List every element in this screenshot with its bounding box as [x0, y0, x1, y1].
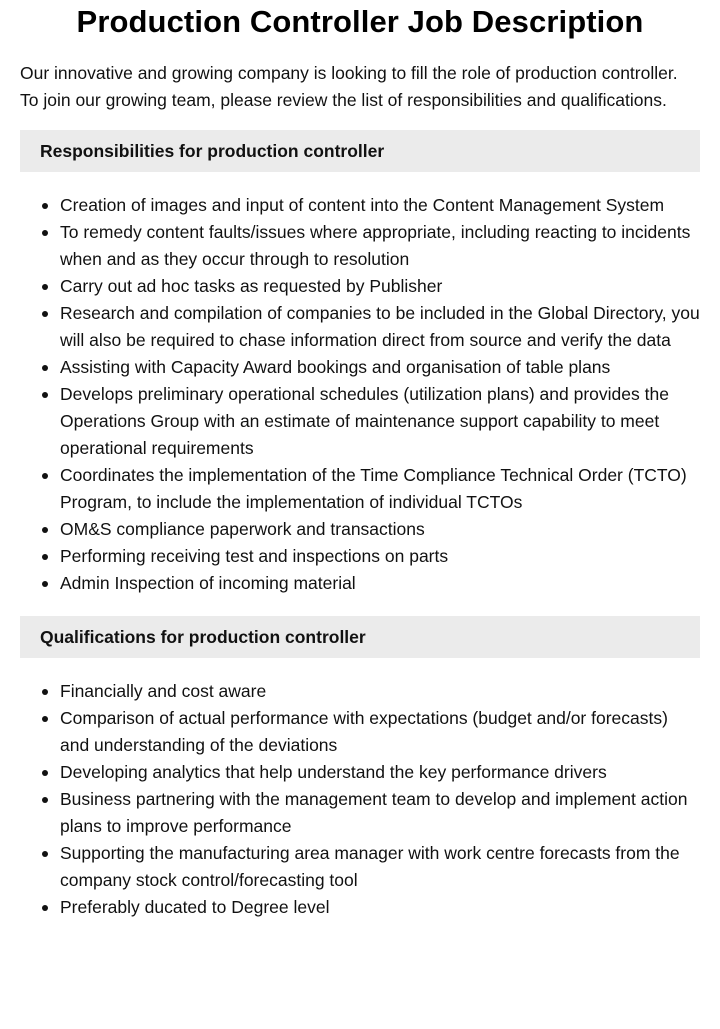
list-item: Creation of images and input of content into the Content Management System [60, 192, 700, 219]
list-item: To remedy content faults/issues where appropriate, including reacting to incidents when and as they occur through to resolution [60, 219, 700, 273]
responsibilities-heading: Responsibilities for production controller [20, 130, 700, 172]
responsibilities-list [20, 192, 700, 597]
list-item: Comparison of actual performance with expectations (budget and/or forecasts) and understanding of the deviations [60, 705, 700, 759]
list-item: Coordinates the implementation of the Time Compliance Technical Order (TCTO) Program, to include the implementation of individual TCTOs [60, 462, 700, 516]
list-item: OM&S compliance paperwork and transactions [60, 516, 700, 543]
qualifications-list [20, 678, 700, 921]
list-item: Develops preliminary operational schedules (utilization plans) and provides the Operations Group with an estimate of maintenance support capability to meet operational requirements [60, 381, 700, 462]
list-item: Preferably ducated to Degree level [60, 894, 700, 921]
list-item: Carry out ad hoc tasks as requested by Publisher [60, 273, 700, 300]
qualifications-heading: Qualifications for production controller [20, 616, 700, 658]
list-item: Supporting the manufacturing area manager with work centre forecasts from the company stock control/forecasting tool [60, 840, 700, 894]
intro-paragraph: Our innovative and growing company is looking to fill the role of production controller. To join our growing team, please review the list of responsibilities and qualifications. [20, 63, 678, 110]
list-item: Research and compilation of companies to be included in the Global Directory, you will also be required to chase information direct from source and verify the data [60, 300, 700, 354]
list-item: Developing analytics that help understand the key performance drivers [60, 759, 700, 786]
list-item: Performing receiving test and inspections on parts [60, 543, 700, 570]
list-item: Admin Inspection of incoming material [60, 570, 700, 597]
list-item: Financially and cost aware [60, 678, 700, 705]
list-item: Business partnering with the management team to develop and implement action plans to improve performance [60, 786, 700, 840]
page-title: Production Controller Job Description [76, 4, 644, 39]
list-item: Assisting with Capacity Award bookings and organisation of table plans [60, 354, 700, 381]
